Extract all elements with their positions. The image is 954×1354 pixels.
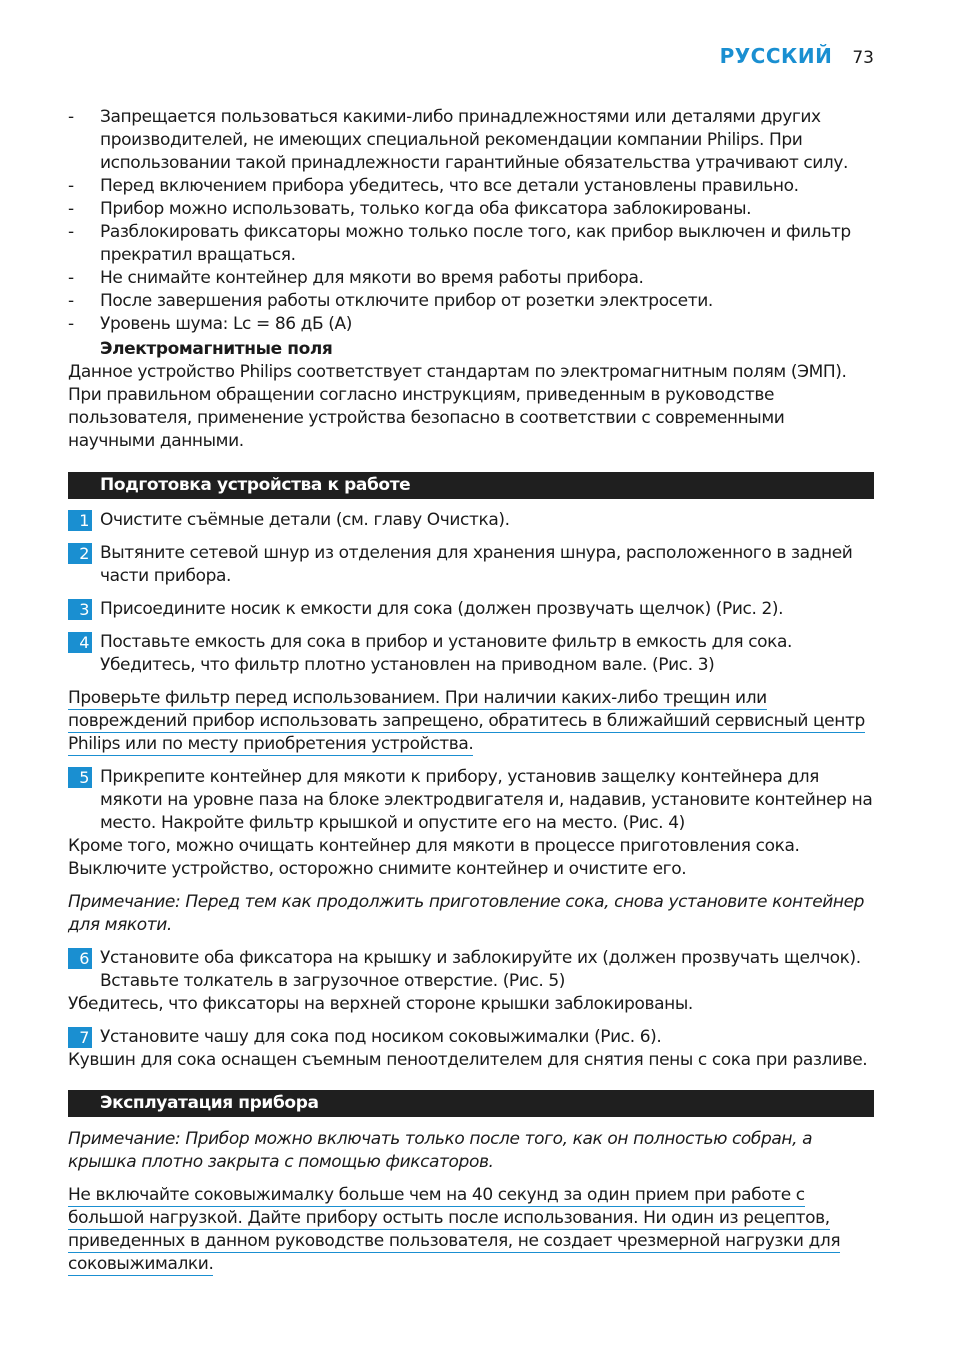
list-item: - После завершения работы отключите прибор от розетки электросети. — [68, 290, 874, 313]
list-item: - Запрещается пользоваться какими-либо принадлежностями или деталями других производителей, не имеющих специальной рекомендации компании Philips. При использовании такой принадлежности гарантийные обязательства утрачивают силу. — [68, 106, 874, 175]
step-number: 7 — [68, 1027, 92, 1048]
note-text: Примечание: Прибор можно включать только после того, как он полностью собран, а крышка плотно закрыта с помощью фиксаторов. — [68, 1129, 813, 1172]
list-item: - Разблокировать фиксаторы можно только после того, как прибор выключен и фильтр прекратил вращаться. — [68, 221, 874, 267]
filter-warning — [68, 687, 874, 756]
section-heading-operation: Эксплуатация прибора — [68, 1090, 874, 1117]
step-number: 6 — [68, 948, 92, 969]
list-item: - Перед включением прибора убедитесь, что все детали установлены правильно. — [68, 175, 874, 198]
step-4 — [68, 631, 874, 677]
warning-text: Проверьте фильтр перед использованием. При наличии каких-либо трещин или повреждений прибор использовать запрещено, обратитесь в ближайший сервисный центр Philips или по месту приобретения устройства. — [68, 688, 865, 754]
page-number: 73 — [852, 48, 874, 68]
step-7 — [68, 1026, 874, 1049]
step-number: 3 — [68, 599, 92, 620]
step-text: Прикрепите контейнер для мякоти к прибору, установив защелку контейнера для мякоти на уровне паза на блоке электродвигателя и, надавив, установите контейнер на место. Накройте фильтр крышкой и опустите его на место. (Рис. 4) — [100, 767, 873, 833]
list-item: - Уровень шума: Lc = 86 дБ (A) — [68, 313, 874, 336]
step-5 — [68, 766, 874, 835]
step-6 — [68, 947, 874, 993]
step-3 — [68, 598, 874, 621]
step-text: Установите оба фиксатора на крышку и заблокируйте их (должен прозвучать щелчок). Вставьте толкатель в загрузочное отверстие. (Рис. 5) — [100, 948, 861, 991]
language-label: РУССКИЙ — [719, 44, 833, 68]
page-header — [720, 44, 874, 68]
step-7-after-text: Кувшин для сока оснащен съемным пеноотделителем для снятия пены с сока при разливе. — [68, 1050, 868, 1070]
step-text: Поставьте емкость для сока в прибор и установите фильтр в емкость для сока. Убедитесь, что фильтр плотно установлен на приводном вале. (Рис. 3) — [100, 632, 793, 675]
list-item: - Не снимайте контейнер для мякоти во время работы прибора. — [68, 267, 874, 290]
step-text: Установите чашу для сока под носиком соковыжималки (Рис. 6). — [100, 1027, 662, 1047]
step-text: Вытяните сетевой шнур из отделения для хранения шнура, расположенного в задней части прибора. — [100, 543, 853, 586]
step-text: Очистите съёмные детали (см. главу Очистка). — [100, 510, 510, 530]
step-5-after-text: Кроме того, можно очищать контейнер для мякоти в процессе приготовления сока. Выключите устройство, осторожно снимите контейнер и очистите его. — [68, 836, 800, 879]
warnings-list — [68, 106, 874, 336]
note-text: Примечание: Перед тем как продолжить приготовление сока, снова установите контейнер для мякоти. — [68, 892, 865, 935]
step-number: 4 — [68, 632, 92, 653]
step-text: Присоедините носик к емкости для сока (должен прозвучать щелчок) (Рис. 2). — [100, 599, 784, 619]
usage-warning — [68, 1184, 874, 1276]
warning-text: Не включайте соковыжималку больше чем на 40 секунд за один прием при работе с большой нагрузкой. Дайте прибору остыть после использования. Ни один из рецептов, приведенных в данном руководстве пользователя, не создает чрезмерной нагрузки для соковыжималки. — [68, 1185, 841, 1274]
step-6-after-text: Убедитесь, что фиксаторы на верхней стороне крышки заблокированы. — [68, 994, 693, 1014]
step-number: 1 — [68, 510, 92, 531]
emf-heading: Электромагнитные поля — [100, 339, 333, 359]
step-number: 2 — [68, 543, 92, 564]
step-1 — [68, 509, 874, 532]
section-heading-preparation: Подготовка устройства к работе — [68, 472, 874, 499]
step-2 — [68, 542, 874, 588]
page-content — [68, 106, 874, 1276]
step-number: 5 — [68, 767, 92, 788]
emf-text: Данное устройство Philips соответствует стандартам по электромагнитным полям (ЭМП). При правильном обращении согласно инструкциям, приведенным в руководстве пользователя, применение устройства безопасно в соответствии с современными научными данными. — [68, 362, 847, 451]
list-item: - Прибор можно использовать, только когда оба фиксатора заблокированы. — [68, 198, 874, 221]
